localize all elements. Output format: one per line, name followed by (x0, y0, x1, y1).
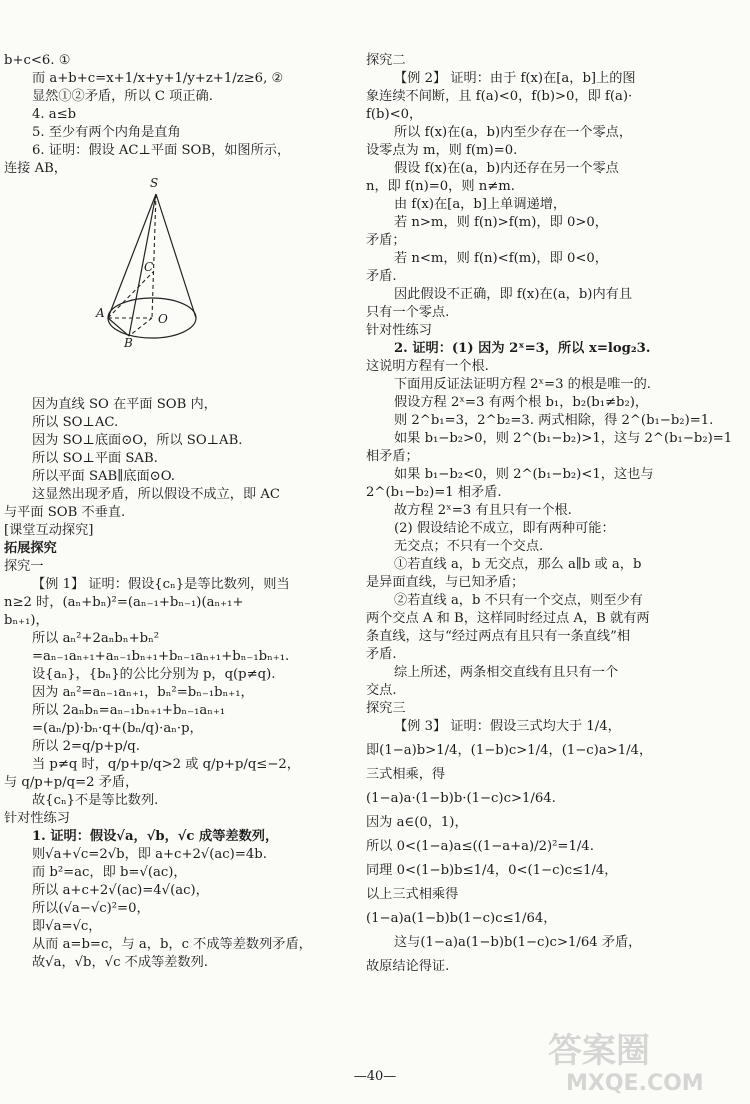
text-line: 三式相乘，得 (366, 767, 446, 782)
text-line: f(b)<0， (366, 107, 423, 122)
text-line: 则√a+√c=2√b，即 a+c+2√(ac)=4b. (32, 847, 267, 862)
text-line: 设零点为 m，则 f(m)=0. (366, 143, 518, 158)
text-line: 同理 0<(1−b)b≤1/4，0<(1−c)c≤1/4， (366, 863, 618, 878)
text-line: 所以 2=q/p+p/q. (32, 739, 140, 754)
text-line: 这显然出现矛盾，所以假设不成立，即 AC (32, 487, 280, 502)
text-line: 以上三式相乘得 (366, 887, 459, 902)
text-line: (2) 假设结论不成立，即有两种可能： (394, 521, 615, 536)
section-heading: 针对性练习 (4, 811, 70, 826)
label-b: B (124, 336, 133, 350)
text-line: 与 q/p+p/q=2 矛盾， (4, 775, 139, 790)
text-line: 因为直线 SO 在平面 SOB 内， (32, 397, 217, 412)
text-line: 因此假设不正确，即 f(x)在(a，b)内有且 (394, 287, 633, 302)
text-line: 所以 SO⊥平面 SAB. (32, 451, 158, 466)
text-line: 假设 f(x)在(a，b)内还存在另一个零点 (394, 161, 619, 176)
text-line: 如果 b₁−b₂<0，则 2^(b₁−b₂)<1，这也与 (394, 467, 654, 482)
text-line: 因为 SO⊥底面⊙O，所以 SO⊥AB. (32, 433, 243, 448)
text-line: 所以 f(x)在(a，b)内至少存在一个零点， (394, 125, 633, 140)
text-line: 连接 AB， (4, 161, 67, 176)
label-c: C (144, 260, 154, 274)
text-line: 【例 3】 证明：假设三式均大于 1/4， (394, 719, 621, 734)
text-line: 1. 证明：假设√a，√b，√c 成等差数列， (32, 829, 279, 844)
section-heading: 探究二 (366, 53, 406, 68)
right-column (366, 52, 733, 976)
text-line: 所以(√a−√c)²=0， (32, 901, 150, 916)
text-line: n≥2 时，(aₙ+bₙ)²=(aₙ₋₁+bₙ₋₁)(aₙ₊₁+ (4, 595, 244, 610)
text-line: 则 2^b₁=3，2^b₂=3. 两式相除，得 2^(b₁−b₂)=1. (394, 413, 714, 428)
watermark-logo (538, 1018, 738, 1098)
text-line: 所以 2aₙbₙ=aₙ₋₁bₙ₊₁+bₙ₋₁aₙ₊₁ (32, 703, 226, 718)
text-line: 这说明方程有一个根. (366, 359, 489, 374)
text-line: 交点. (366, 683, 397, 698)
section-heading: 针对性练习 (366, 323, 432, 338)
svg-text:MXQE.COM: MXQE.COM (566, 1071, 704, 1096)
text-line: ①若直线 a，b 无交点，那么 a∥b 或 a，b (394, 557, 642, 572)
text-line: (1−a)a(1−b)b(1−c)c≤1/64， (366, 911, 557, 926)
cone-diagram (4, 182, 294, 390)
text-line: 所以 0<(1−a)a≤((1−a+a)/2)²=1/4. (366, 839, 594, 854)
text-line: 设{aₙ}，{bₙ}的公比分别为 p，q(p≠q). (32, 667, 276, 682)
text-line: 所以平面 SAB∥底面⊙O. (32, 469, 175, 484)
text-line: 【例 1】 证明：假设{cₙ}是等比数列，则当 (32, 577, 290, 592)
text-line: 5. 至少有两个内角是直角 (32, 125, 181, 140)
text-line: 而 a+b+c=x+1/x+y+1/y+z+1/z≥6, ② (32, 71, 284, 86)
svg-text:答案圈: 答案圈 (548, 1031, 650, 1071)
text-line: 由 f(x)在[a，b]上单调递增， (394, 197, 567, 212)
text-line: bₙ₊₁)， (4, 613, 49, 628)
text-line: 矛盾. (366, 269, 397, 284)
text-line: 相矛盾； (366, 449, 419, 464)
section-heading: [课堂互动探究] (4, 523, 94, 538)
text-line: 这与(1−a)a(1−b)b(1−c)c>1/64 矛盾， (394, 935, 642, 950)
text-line: 矛盾； (366, 233, 406, 248)
section-heading: 探究一 (4, 559, 44, 574)
text-line: =aₙ₋₁aₙ₊₁+aₙ₋₁bₙ₊₁+bₙ₋₁aₙ₊₁+bₙ₋₁bₙ₊₁. (32, 649, 290, 664)
text-line: 故√a，√b，√c 不成等差数列. (32, 955, 208, 970)
text-line: 从而 a=b=c，与 a，b，c 不成等差数列矛盾， (32, 937, 312, 952)
text-line: 所以 a+c+2√(ac)=4√(ac)， (32, 883, 209, 898)
text-line: 所以 SO⊥AC. (32, 415, 119, 430)
text-line: ②若直线 a，b 不只有一个交点，则至少有 (394, 593, 643, 608)
text-line: 2^(b₁−b₂)=1 相矛盾. (366, 485, 502, 500)
text-line: 即(1−a)b>1/4，(1−b)c>1/4，(1−c)a>1/4， (366, 743, 653, 758)
text-line: 若 n<m，则 f(n)<f(m)，即 0<0， (394, 251, 608, 266)
text-line: b+c<6. ① (4, 53, 71, 68)
text-line: 故原结论得证. (366, 959, 450, 974)
text-line: 因为 aₙ²=aₙ₋₁aₙ₊₁，bₙ²=bₙ₋₁bₙ₊₁， (32, 685, 254, 700)
text-line: 当 p≠q 时，q/p+p/q>2 或 q/p+p/q≤−2， (32, 757, 300, 772)
text-line: 2. 证明：(1) 因为 2ˣ=3，所以 x=log₂3. (394, 341, 651, 356)
text-line: 只有一个零点. (366, 305, 450, 320)
label-s: S (150, 176, 159, 190)
text-line: (1−a)a·(1−b)b·(1−c)c>1/64. (366, 791, 556, 806)
text-line: 无交点；不只有一个交点. (394, 539, 544, 554)
text-line: 因为 a∈(0，1)， (366, 815, 468, 830)
text-line: 如果 b₁−b₂>0，则 2^(b₁−b₂)>1，这与 2^(b₁−b₂)=1 (394, 431, 733, 446)
text-line: 两个交点 A 和 B，这样同时经过点 A，B 就有两 (366, 611, 650, 626)
text-line: 矛盾. (366, 647, 397, 662)
left-column (4, 52, 312, 972)
text-line: 假设方程 2ˣ=3 有两个根 b₁，b₂(b₁≠b₂)， (394, 395, 649, 410)
text-line: 而 b²=ac，即 b=√(ac)， (32, 865, 187, 880)
text-line: 显然①②矛盾，所以 C 项正确. (32, 89, 213, 104)
text-line: 是异面直线，与已知矛盾； (366, 575, 525, 590)
section-heading: 探究三 (366, 701, 406, 716)
text-line: 故方程 2ˣ=3 有且只有一个根. (394, 503, 572, 518)
text-line: 与平面 SOB 不垂直. (4, 505, 126, 520)
page-number: —40— (353, 1069, 397, 1084)
text-line: 4. a≤b (32, 107, 77, 122)
text-line: 所以 aₙ²+2aₙbₙ+bₙ² (32, 631, 160, 646)
label-a: A (96, 306, 105, 320)
text-line: 象连续不间断，且 f(a)<0，f(b)>0，即 f(a)· (366, 89, 633, 104)
text-line: 若 n>m，则 f(n)>f(m)，即 0>0， (394, 215, 608, 230)
text-line: 【例 2】 证明：由于 f(x)在[a，b]上的图 (394, 71, 636, 86)
label-o: O (158, 312, 168, 326)
text-line: n，即 f(n)=0，则 n≠m. (366, 179, 515, 194)
cone-figure (4, 176, 294, 390)
text-line: 综上所述，两条相交直线有且只有一个 (394, 665, 619, 680)
text-line: 即√a=√c， (32, 919, 102, 934)
text-line: =(aₙ/p)·bₙ·q+(bₙ/q)·aₙ·p， (32, 721, 203, 736)
section-heading: 拓展探究 (4, 541, 57, 556)
text-line: 下面用反证法证明方程 2ˣ=3 的根是唯一的. (394, 377, 651, 392)
text-line: 故{cₙ}不是等比数列. (32, 793, 159, 808)
text-line: 6. 证明：假设 AC⊥平面 SOB，如图所示， (32, 143, 291, 158)
text-line: 条直线，这与“经过两点有且只有一条直线”相 (366, 629, 631, 644)
